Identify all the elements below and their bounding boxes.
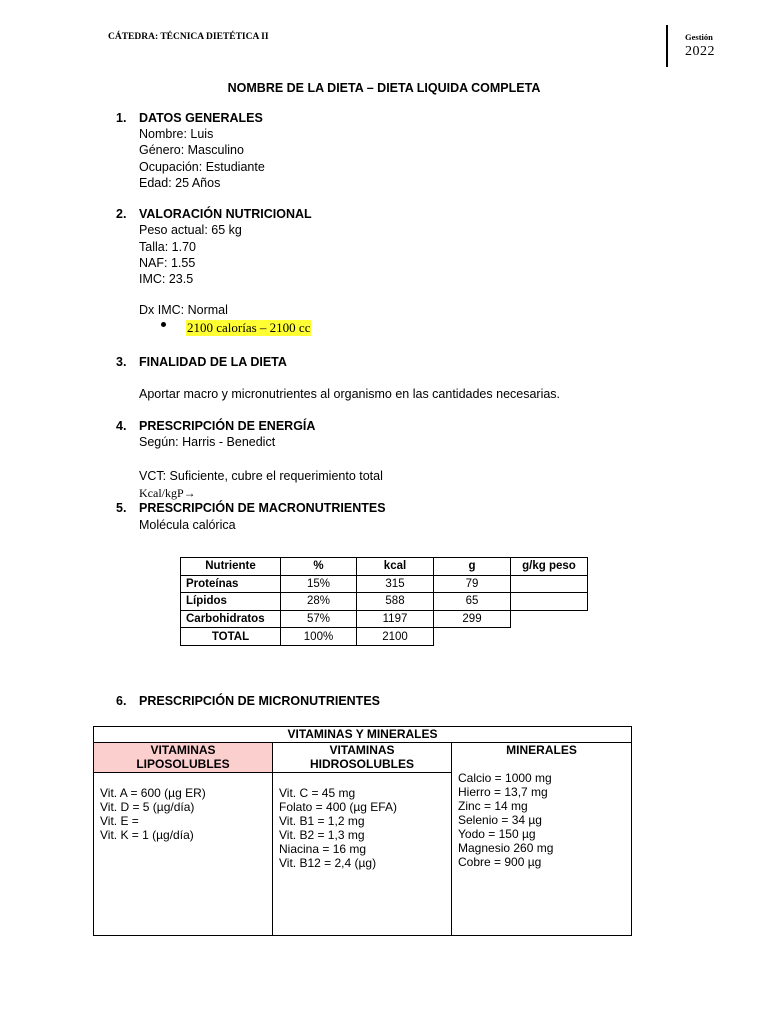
page-title: NOMBRE DE LA DIETA – DIETA LIQUIDA COMPLETA [227, 81, 541, 95]
table-cell: 100% [281, 628, 357, 646]
list-item: Cobre = 900 µg [458, 855, 542, 869]
section-5-number: 5. [116, 501, 127, 515]
header-cell: Nutriente [181, 558, 281, 576]
list-item: Vit. E = [100, 814, 139, 828]
section-6-number: 6. [116, 694, 127, 708]
table-cell [511, 575, 588, 593]
hidrosolubles-header [273, 743, 451, 773]
table-cell: 299 [434, 610, 511, 628]
bullet-dot [161, 322, 166, 327]
empty-cell [434, 628, 511, 646]
total-cell: TOTAL [181, 628, 281, 646]
year-label: 2022 [685, 44, 715, 59]
list-item: Vit. B12 = 2,4 (µg) [279, 856, 377, 870]
table-cell: 65 [434, 593, 511, 611]
gestion-label: Gestión [685, 32, 713, 42]
list-item: Folato = 400 (µg EFA) [279, 800, 397, 814]
minerales-column [452, 743, 631, 935]
table-row [181, 593, 588, 611]
section-4-title: PRESCRIPCIÓN DE ENERGÍA [139, 419, 316, 433]
list-item: Vit. B1 = 1,2 mg [279, 814, 365, 828]
header-cell: kcal [357, 558, 434, 576]
header-cell: g [434, 558, 511, 576]
list-item: Selenio = 34 µg [458, 813, 542, 827]
header-divider [666, 25, 668, 67]
finalidad-text: Aportar macro y micronutrientes al organismo en las cantidades necesarias. [139, 387, 561, 401]
header-line: VITAMINAS [150, 743, 216, 757]
list-item: Vit. D = 5 (µg/día) [100, 800, 195, 814]
section-4-number: 4. [116, 419, 127, 433]
dx-imc-line: Dx IMC: Normal [139, 303, 228, 317]
header-line: LIPOSOLUBLES [136, 757, 230, 771]
section-3-title: FINALIDAD DE LA DIETA [139, 355, 287, 369]
header-cell: % [281, 558, 357, 576]
header-line: HIDROSOLUBLES [309, 757, 414, 771]
list-item: Vit. C = 45 mg [279, 786, 356, 800]
table-cell [511, 593, 588, 611]
naf-line: NAF: 1.55 [139, 256, 196, 270]
nutrient-cell: Carbohidratos [181, 610, 281, 628]
micronutrient-table [93, 726, 632, 936]
catedra-label: CÁTEDRA: TÉCNICA DIETÉTICA II [108, 32, 269, 42]
molecula-line: Molécula calórica [139, 518, 236, 532]
imc-line: IMC: 23.5 [139, 272, 194, 286]
table-cell: 28% [281, 593, 357, 611]
section-2-title: VALORACIÓN NUTRICIONAL [139, 207, 312, 221]
list-item: Hierro = 13,7 mg [458, 785, 548, 799]
micro-table-title: VITAMINAS Y MINERALES [94, 727, 631, 743]
vct-line: VCT: Suficiente, cubre el requerimiento total [139, 469, 383, 483]
edad-line: Edad: 25 Años [139, 176, 221, 190]
table-cell: 57% [281, 610, 357, 628]
table-cell: 588 [357, 593, 434, 611]
hidrosolubles-list [279, 786, 397, 870]
peso-line: Peso actual: 65 kg [139, 223, 242, 237]
section-1-number: 1. [116, 111, 127, 125]
kcal-kgp-line: Kcal/kgP→ [139, 486, 196, 500]
table-cell: 2100 [357, 628, 434, 646]
list-item: Niacina = 16 mg [279, 842, 367, 856]
table-header-row [181, 558, 588, 576]
empty-cell [511, 610, 588, 628]
table-cell: 1197 [357, 610, 434, 628]
genero-line: Género: Masculino [139, 143, 244, 157]
list-item: Zinc = 14 mg [458, 799, 528, 813]
section-2-number: 2. [116, 207, 127, 221]
section-3-number: 3. [116, 355, 127, 369]
minerales-list [458, 771, 553, 869]
table-row [181, 575, 588, 593]
segun-line: Según: Harris - Benedict [139, 435, 276, 449]
list-item: Calcio = 1000 mg [458, 771, 552, 785]
macronutrient-table [180, 557, 588, 646]
table-row [181, 628, 588, 646]
liposolubles-column [94, 743, 273, 935]
liposolubles-header [94, 743, 272, 773]
minerales-header: MINERALES [506, 743, 577, 757]
list-item: Vit. A = 600 (µg ER) [100, 786, 206, 800]
table-cell: 315 [357, 575, 434, 593]
section-1-title: DATOS GENERALES [139, 111, 263, 125]
list-item: Vit. K = 1 (µg/día) [100, 828, 194, 842]
nutrient-cell: Proteínas [181, 575, 281, 593]
list-item: Vit. B2 = 1,3 mg [279, 828, 365, 842]
table-cell: 79 [434, 575, 511, 593]
nombre-line: Nombre: Luis [139, 127, 214, 141]
table-row [181, 610, 588, 628]
calories-highlight: 2100 calorías – 2100 cc [187, 320, 311, 335]
list-item: Yodo = 150 µg [458, 827, 536, 841]
list-item: Magnesio 260 mg [458, 841, 554, 855]
empty-cell [511, 628, 588, 646]
talla-line: Talla: 1.70 [139, 240, 196, 254]
table-cell: 15% [281, 575, 357, 593]
nutrient-cell: Lípidos [181, 593, 281, 611]
section-5-title: PRESCRIPCIÓN DE MACRONUTRIENTES [139, 501, 386, 515]
header-line: VITAMINAS [329, 743, 395, 757]
hidrosolubles-column [273, 743, 452, 935]
ocupacion-line: Ocupación: Estudiante [139, 160, 265, 174]
header-cell: g/kg peso [511, 558, 588, 576]
liposolubles-list [100, 786, 206, 842]
section-6-title: PRESCRIPCIÓN DE MICRONUTRIENTES [139, 694, 380, 708]
